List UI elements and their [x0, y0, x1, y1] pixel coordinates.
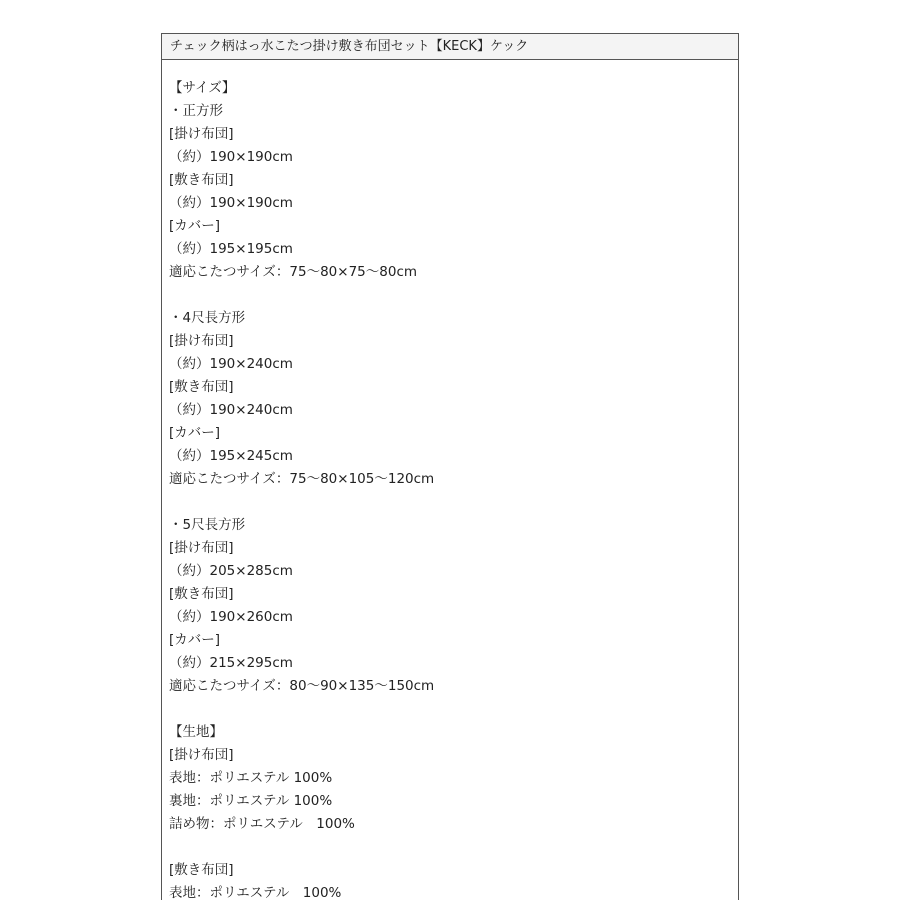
spec-line: 【生地】: [169, 724, 223, 740]
spec-line: 裏地：ポリエステル 100%: [169, 793, 333, 809]
spec-line: [カバー]: [169, 632, 221, 648]
spec-line: （約）190×260cm: [169, 609, 293, 625]
spec-line: [敷き布団]: [169, 586, 234, 602]
spec-line: 表地：ポリエステル 100%: [169, 885, 342, 900]
spec-line: 【サイズ】: [169, 80, 236, 96]
spec-line: ・5尺長方形: [169, 517, 246, 533]
spec-line: 表地：ポリエステル 100%: [169, 770, 333, 786]
spec-line: （約）190×240cm: [169, 402, 293, 418]
spec-line: [掛け布団]: [169, 747, 234, 763]
spec-line: [掛け布団]: [169, 540, 234, 556]
product-title: チェック柄はっ水こたつ掛け敷き布団セット【KECK】ケック: [162, 34, 738, 60]
spec-line: [カバー]: [169, 425, 221, 441]
spec-line: （約）195×195cm: [169, 241, 293, 257]
spec-line: [敷き布団]: [169, 862, 234, 878]
spec-line: 適応こたつサイズ：80〜90×135〜150cm: [169, 678, 435, 694]
spec-line: （約）190×190cm: [169, 149, 293, 165]
spec-line: [カバー]: [169, 218, 221, 234]
spec-line: （約）215×295cm: [169, 655, 293, 671]
spec-blank-line: [169, 698, 738, 721]
spec-line: 詰め物：ポリエステル 100%: [169, 816, 355, 832]
spec-line: 適応こたつサイズ：75〜80×105〜120cm: [169, 471, 435, 487]
spec-line: （約）195×245cm: [169, 448, 293, 464]
spec-line: ・4尺長方形: [169, 310, 246, 326]
spec-line: [敷き布団]: [169, 379, 234, 395]
spec-line: （約）205×285cm: [169, 563, 293, 579]
spec-line: [敷き布団]: [169, 172, 234, 188]
spec-blank-line: [169, 491, 738, 514]
spec-line: （約）190×240cm: [169, 356, 293, 372]
spec-line: [掛け布団]: [169, 333, 234, 349]
spec-line: ・正方形: [169, 103, 223, 119]
spec-line: 適応こたつサイズ：75〜80×75〜80cm: [169, 264, 418, 280]
spec-line: [掛け布団]: [169, 126, 234, 142]
spec-line: （約）190×190cm: [169, 195, 293, 211]
spec-body: [162, 60, 738, 900]
spec-blank-line: [169, 836, 738, 859]
spec-table: [161, 33, 739, 900]
spec-blank-line: [169, 284, 738, 307]
